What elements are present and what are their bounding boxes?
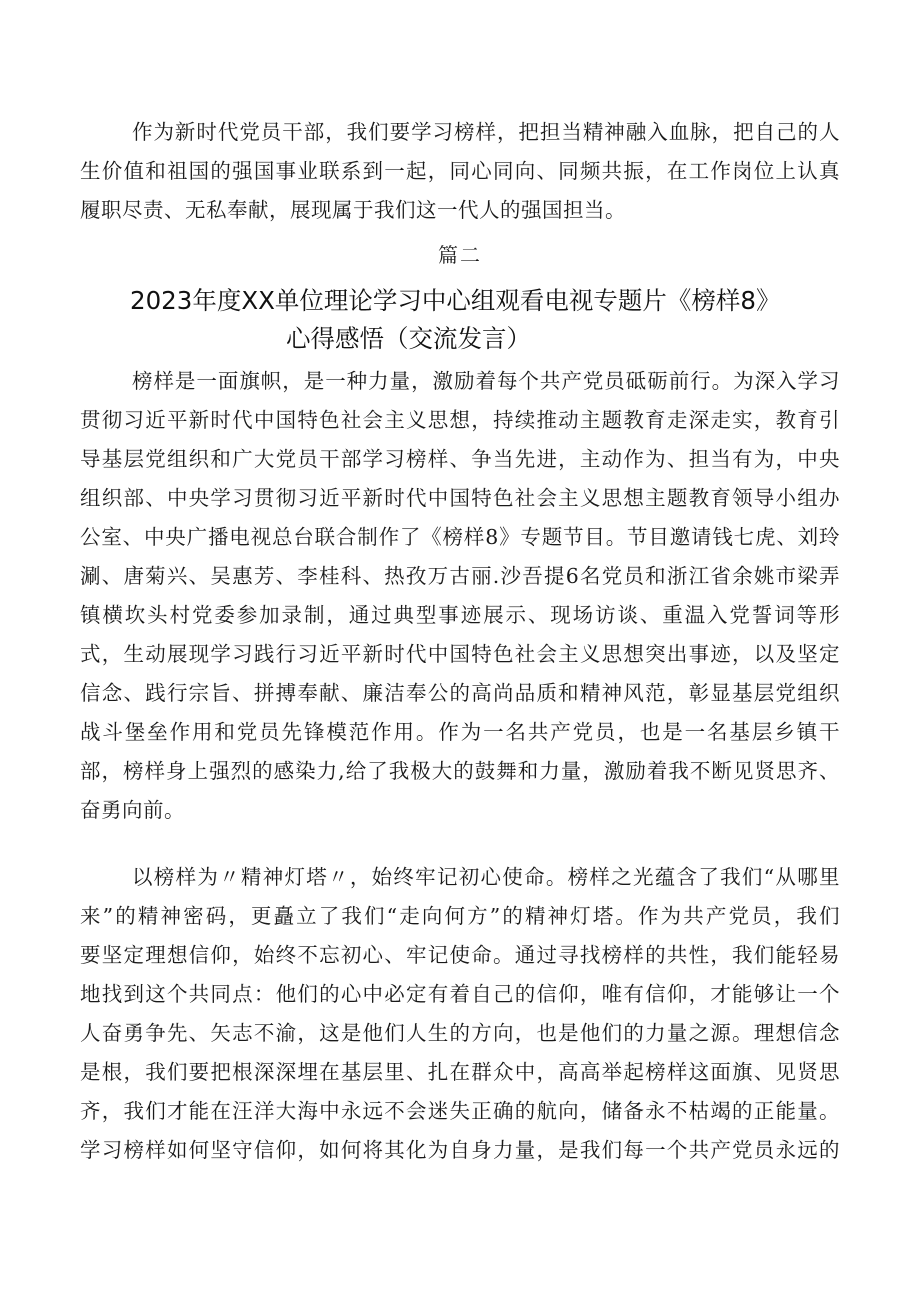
text-line: 镇横坎头村党委参加录制，通过典型事迹展示、现场访谈、重温入党誓词等形 xyxy=(80,603,840,627)
document-title-line-2: 心得感悟（交流发言） xyxy=(286,324,531,353)
text-line: 生价值和祖国的强国事业联系到一起，同心同向、同频共振，在工作岗位上认真 xyxy=(80,159,840,183)
text-line: 学习榜样如何坚守信仰，如何将其化为自身力量，是我们每一个共产党员永远的 xyxy=(80,1138,840,1162)
text-line: 组织部、中央学习贯彻习近平新时代中国特色社会主义思想主题教育领导小组办 xyxy=(80,486,840,510)
text-line: 人奋勇争先、矢志不渝，这是他们人生的方向，也是他们的力量之源。理想信念 xyxy=(80,1021,840,1045)
text-line: 地找到这个共同点：他们的心中必定有着自己的信仰，唯有信仰，才能够让一个 xyxy=(80,982,840,1006)
text-line: 信念、践行宗旨、拼搏奉献、廉洁奉公的高尚品质和精神风范，彰显基层党组织 xyxy=(80,681,840,705)
text-line: 要坚定理想信仰，始终不忘初心、牢记使命。通过寻找榜样的共性，我们能轻易 xyxy=(80,943,840,967)
text-line: 齐，我们才能在汪洋大海中永远不会迷失正确的航向，储备永不枯竭的正能量。 xyxy=(80,1099,840,1123)
text-line: 榜样是一面旗帜，是一种力量，激励着每个共产党员砥砺前行。为深入学习 xyxy=(132,369,840,393)
text-line: 履职尽责、无私奉献，展现属于我们这一代人的强国担当。 xyxy=(80,198,626,222)
text-line: 奋勇向前。 xyxy=(80,798,185,822)
text-line: 式，生动展现学习践行习近平新时代中国特色社会主义思想突出事迹，以及坚定 xyxy=(80,642,840,666)
text-line: 是根，我们要把根深深埋在基层里、扎在群众中，高高举起榜样这面旗、见贤思 xyxy=(80,1060,840,1084)
document-title-line-1: 2023年度XX单位理论学习中心组观看电视专题片《榜样8》 xyxy=(130,286,781,315)
text-line: 战斗堡垒作用和党员先锋模范作用。作为一名共产党员，也是一名基层乡镇干 xyxy=(80,720,840,744)
text-line: 导基层党组织和广大党员干部学习榜样、争当先进，主动作为、担当有为，中央 xyxy=(80,447,840,471)
section-label: 篇二 xyxy=(438,243,482,267)
text-line: 部，榜样身上强烈的感染力,给了我极大的鼓舞和力量，激励着我不断见贤思齐、 xyxy=(80,759,840,783)
text-line: 来”的精神密码，更矗立了我们“走向何方”的精神灯塔。作为共产党员，我们 xyxy=(80,904,840,928)
text-line: 公室、中央广播电视总台联合制作了《榜样8》专题节目。节目邀请钱七虎、刘玲 xyxy=(80,525,840,549)
text-line: 贯彻习近平新时代中国特色社会主义思想，持续推动主题教育走深走实，教育引 xyxy=(80,408,840,432)
text-line: 作为新时代党员干部，我们要学习榜样，把担当精神融入血脉，把自己的人 xyxy=(132,120,840,144)
text-line: 以榜样为〃精神灯塔〃，始终牢记初心使命。榜样之光蕴含了我们“从哪里 xyxy=(132,865,840,889)
text-line: 涮、唐菊兴、吴惠芳、李桂科、热孜万古丽.沙吾提6名党员和浙江省余姚市梁弄 xyxy=(80,564,840,588)
